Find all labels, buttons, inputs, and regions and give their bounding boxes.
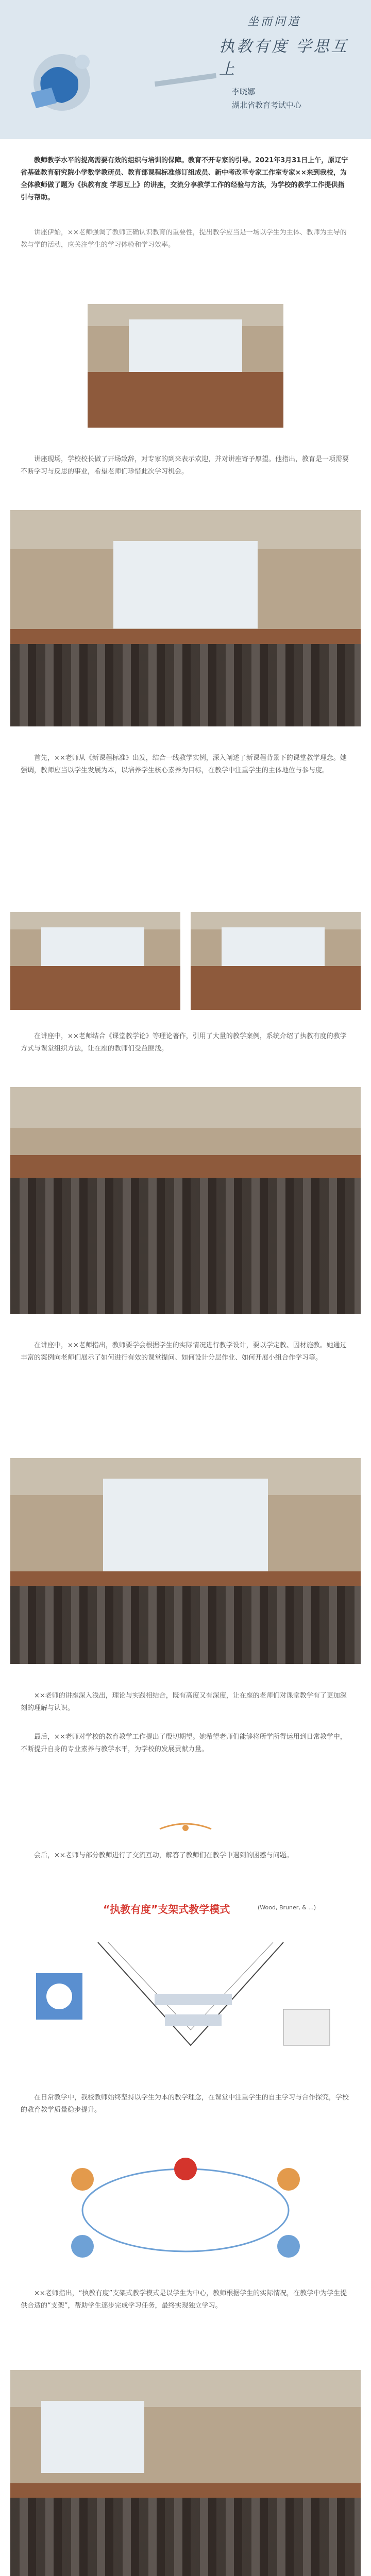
- para8: 在日常教学中，我校教师始终坚持以学生为本的教学理念，在课堂中注重学生的自主学习与合作探究，学校的教育教学质量稳步提升。: [21, 2094, 349, 2114]
- photo-pair-right: [191, 912, 361, 1010]
- para8-section: [21, 2092, 350, 2116]
- diagram-title: “执教有度”支架式教学模式: [103, 1903, 230, 1916]
- para1-section: [21, 453, 350, 478]
- para9-section: [21, 2287, 350, 2312]
- banner-author: [232, 85, 301, 112]
- para3: 在讲座中，××老师结合《课堂教学论》等理论著作，引用了大量的教学案例，系统介绍了执教有度的教学方式与课堂组织方法，让在座的教师们受益匪浅。: [21, 1032, 347, 1053]
- para7-section: [21, 1850, 350, 1862]
- decorative-puzzle-icon: [21, 41, 108, 118]
- banner-title: [170, 13, 356, 78]
- intro-section: [21, 155, 350, 204]
- photo-lecture-hall-2: [10, 1458, 361, 1664]
- divider-leaf-icon: [155, 1819, 216, 1839]
- diagram-subtitle: (Wood, Bruner, & ...): [258, 1904, 316, 1911]
- diagram-graphic: [36, 1922, 335, 2066]
- para3-section: [21, 1030, 350, 1055]
- intro2-section: [21, 227, 350, 251]
- header-banner: [0, 0, 371, 139]
- photo-lecture-hall-3: [10, 2370, 361, 2576]
- para9: ××老师指出，“执教有度”支架式教学模式是以学生为中心，教师根据学生的实际情况，在教学中为学生提供合适的“支架”，帮助学生逐步完成学习任务，最终实现独立学习。: [21, 2290, 347, 2310]
- para5: ××老师的讲座深入浅出，理论与实践相结合，既有高度又有深度，让在座的老师们对课堂教学有了更加深刻的理解与认识。: [21, 1692, 347, 1712]
- para6: 最后，××老师对学校的教育教学工作提出了殷切期望。她希望老师们能够将所学所得运用到日常教学中，不断提升自身的专业素养与教学水平，为学校的发展贡献力量。: [21, 1733, 347, 1753]
- intro2-paragraph: 讲座伊始，××老师强调了教师正确认识教育的重要性，提出教学应当是一场以学生为主体、教师为主导的教与学的活动，应关注学生的学习体验和学习效率。: [21, 229, 347, 249]
- para1: 讲座现场，学校校长做了开场致辞，对专家的到来表示欢迎，并对讲座寄予厚望。他指出，教育是一项需要不断学习与反思的事业，希望老师们珍惜此次学习机会。: [21, 455, 349, 476]
- cycle-diagram: [36, 2148, 335, 2272]
- para5-section: [21, 1690, 350, 1715]
- banner-title-line2: 执教有度 学思互上: [219, 38, 349, 78]
- para2-section: [21, 752, 350, 777]
- author-unit: 湖北省教育考试中心: [232, 100, 302, 110]
- intro-paragraph: 教师教学水平的提高需要有效的组织与培训的保障。教育不开专家的引导。2021年3月31日上午，原辽宁省基础教育研究院小学数学教研员、教育部课程标准修订组成员、新中考改革专家工作室专家××来到我校，为全体教师做了题为《执教有度 学思互上》的讲座，交流分享教学工作的经验与方法，为学校的教学工作提供指引与帮助。: [21, 157, 348, 201]
- photo-audience-1: [10, 1087, 361, 1314]
- photo-lecture-1: [88, 304, 283, 428]
- photo-pair-left: [10, 912, 180, 1010]
- photo-lecture-hall-1: [10, 510, 361, 726]
- para4: 在讲座中，××老师指出，教师要学会根据学生的实际情况进行教学设计，要以学定教、因材施教。她通过丰富的案例向老师们展示了如何进行有效的课堂提问、如何设计分层作业、如何开展小组合作学习等。: [21, 1342, 347, 1362]
- para4-section: [21, 1340, 350, 1364]
- banner-title-line1: 坐而问道: [247, 15, 301, 28]
- scaffolding-diagram: [36, 1896, 335, 2071]
- para2: 首先，××老师从《新课程标准》出发，结合一线教学实例，深入阐述了新课程背景下的课堂教学理念。她强调，教师应当以学生发展为本，以培养学生核心素养为目标，在教学中注重学生的主体地位与参与度。: [21, 754, 347, 774]
- decorative-pencil-icon: [155, 73, 216, 87]
- author-name: 李晓娜: [232, 87, 256, 96]
- para7: 会后，××老师与部分教师进行了交流互动，解答了教师们在教学中遇到的困惑与问题。: [34, 1852, 293, 1859]
- para6-section: [21, 1731, 350, 1756]
